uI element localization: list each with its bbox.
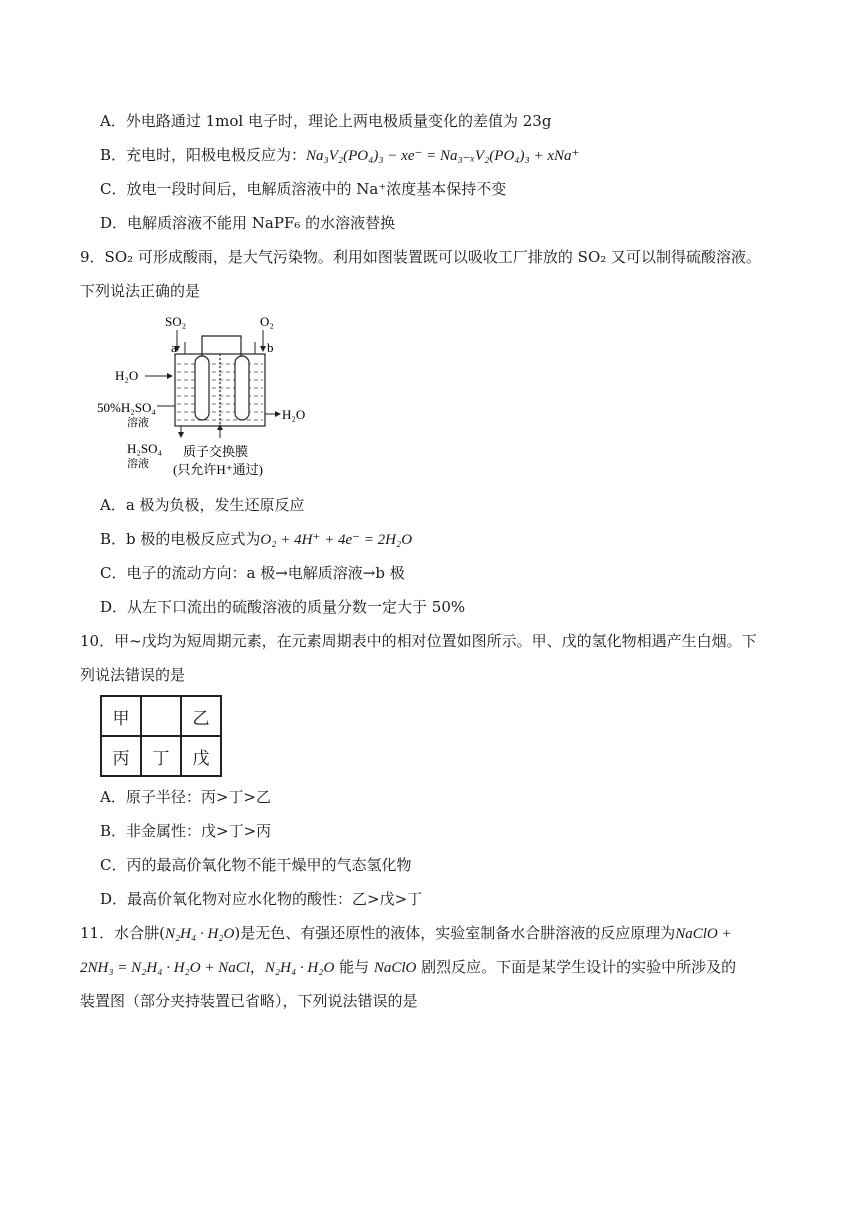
q8-option-d: D．电解质溶液不能用 NaPF₆ 的水溶液替换 [100, 214, 396, 232]
solution-label-1: 溶液 [127, 417, 149, 429]
q11-stem-line2 [80, 956, 736, 979]
membrane-note: (只允许H⁺通过) [173, 462, 263, 477]
table-row [101, 736, 221, 776]
h2o-out-label: H₂O [282, 407, 306, 422]
electrolysis-diagram [95, 308, 310, 480]
q11-text: )是无色、有强还原性的液体，实验室制备水合肼溶液的反应原理为 [234, 924, 676, 942]
q11-formula: NaClO [373, 960, 417, 976]
q9-option-b-equation: O₂ + 4H⁺ + 4e⁻ = 2H₂O [260, 532, 413, 548]
membrane-arrowhead [217, 424, 223, 430]
h2o-in-arrowhead [167, 373, 173, 379]
q10-option-a: A．原子半径：丙>丁>乙 [100, 788, 271, 806]
q11-text: 11．水合肼( [80, 924, 165, 942]
h2so4-50-label: 50%H₂SO₄ [97, 400, 156, 415]
label-b: b [267, 340, 274, 355]
q10-option-b: B．非金属性：戊>丁>丙 [100, 822, 272, 840]
q11-text: ， [249, 958, 265, 976]
q11-stem-line1 [80, 922, 732, 945]
solution-label-2: 溶液 [127, 458, 149, 470]
h2o-out-arrowhead [275, 411, 281, 417]
h2so4-out-arrowhead [178, 432, 184, 438]
electrode-b [235, 356, 249, 420]
o2-label: O₂ [260, 314, 274, 329]
h2so4-out-label: H₂SO₄ [127, 441, 163, 456]
q8-option-b-equation: Na₃V₂(PO₄)₃ − xe⁻ = Na₃₋ₓV₂(PO₄)₃ + xNa⁺ [306, 148, 580, 164]
q9-option-b-text: B．b 极的电极反应式为 [100, 530, 261, 548]
cell-wu: 戊 [181, 736, 221, 776]
wire [202, 336, 241, 356]
membrane-label: 质子交换膜 [183, 444, 249, 459]
label-a: a [171, 340, 177, 355]
so2-label: SO₂ [165, 314, 187, 329]
o2-arrowhead [260, 346, 266, 352]
cell-yi: 乙 [181, 696, 221, 736]
q11-stem-line3: 装置图（部分夹持装置已省略），下列说法错误的是 [80, 992, 418, 1010]
q9-option-b [100, 528, 412, 551]
q9-stem-line1: 9．SO₂ 可形成酸雨，是大气污染物。利用如图装置既可以吸收工厂排放的 SO₂ 又可以制得硫酸溶液。 [80, 248, 762, 266]
q8-option-c: C．放电一段时间后，电解质溶液中的 Na⁺浓度基本保持不变 [100, 180, 507, 198]
q11-formula: N₂H₄ · H₂O [164, 926, 235, 942]
q11-formula: 2NH₃ = N₂H₄ · H₂O + NaCl [80, 960, 250, 976]
q11-text: 剧烈反应。下面是某学生设计的实验中所涉及的 [416, 958, 737, 976]
q9-option-d: D．从左下口流出的硫酸溶液的质量分数一定大于 50% [100, 598, 466, 616]
q10-stem-line2: 列说法错误的是 [80, 666, 186, 684]
q10-stem-line1: 10．甲~戊均为短周期元素，在元素周期表中的相对位置如图所示。甲、戊的氢化物相遇产生白烟。下 [80, 632, 757, 650]
q11-formula: N₂H₄ · H₂O [264, 960, 335, 976]
q9-stem-line2: 下列说法正确的是 [80, 282, 201, 300]
q8-option-b [100, 144, 579, 167]
q11-text: 能与 [334, 958, 374, 976]
periodic-table-fragment [100, 695, 222, 777]
q8-option-b-text: B．充电时，阳极电极反应为： [100, 146, 307, 164]
q10-option-d: D．最高价氧化物对应水化物的酸性：乙>戊>丁 [100, 890, 423, 908]
cell-jia: 甲 [101, 696, 141, 736]
q9-option-c: C．电子的流动方向：a 极→电解质溶液→b 极 [100, 564, 405, 582]
cell-empty [141, 696, 181, 736]
cell-bing: 丙 [101, 736, 141, 776]
electrode-a [195, 356, 209, 420]
q11-formula: NaClO + [675, 926, 732, 942]
q8-option-a: A．外电路通过 1mol 电子时，理论上两电极质量变化的差值为 23g [100, 112, 552, 130]
h2o-in-label: H₂O [115, 368, 139, 383]
cell-ding: 丁 [141, 736, 181, 776]
q10-option-c: C．丙的最高价氧化物不能干燥甲的气态氢化物 [100, 856, 412, 874]
q9-option-a: A．a 极为负极，发生还原反应 [100, 496, 305, 514]
table-row [101, 696, 221, 736]
